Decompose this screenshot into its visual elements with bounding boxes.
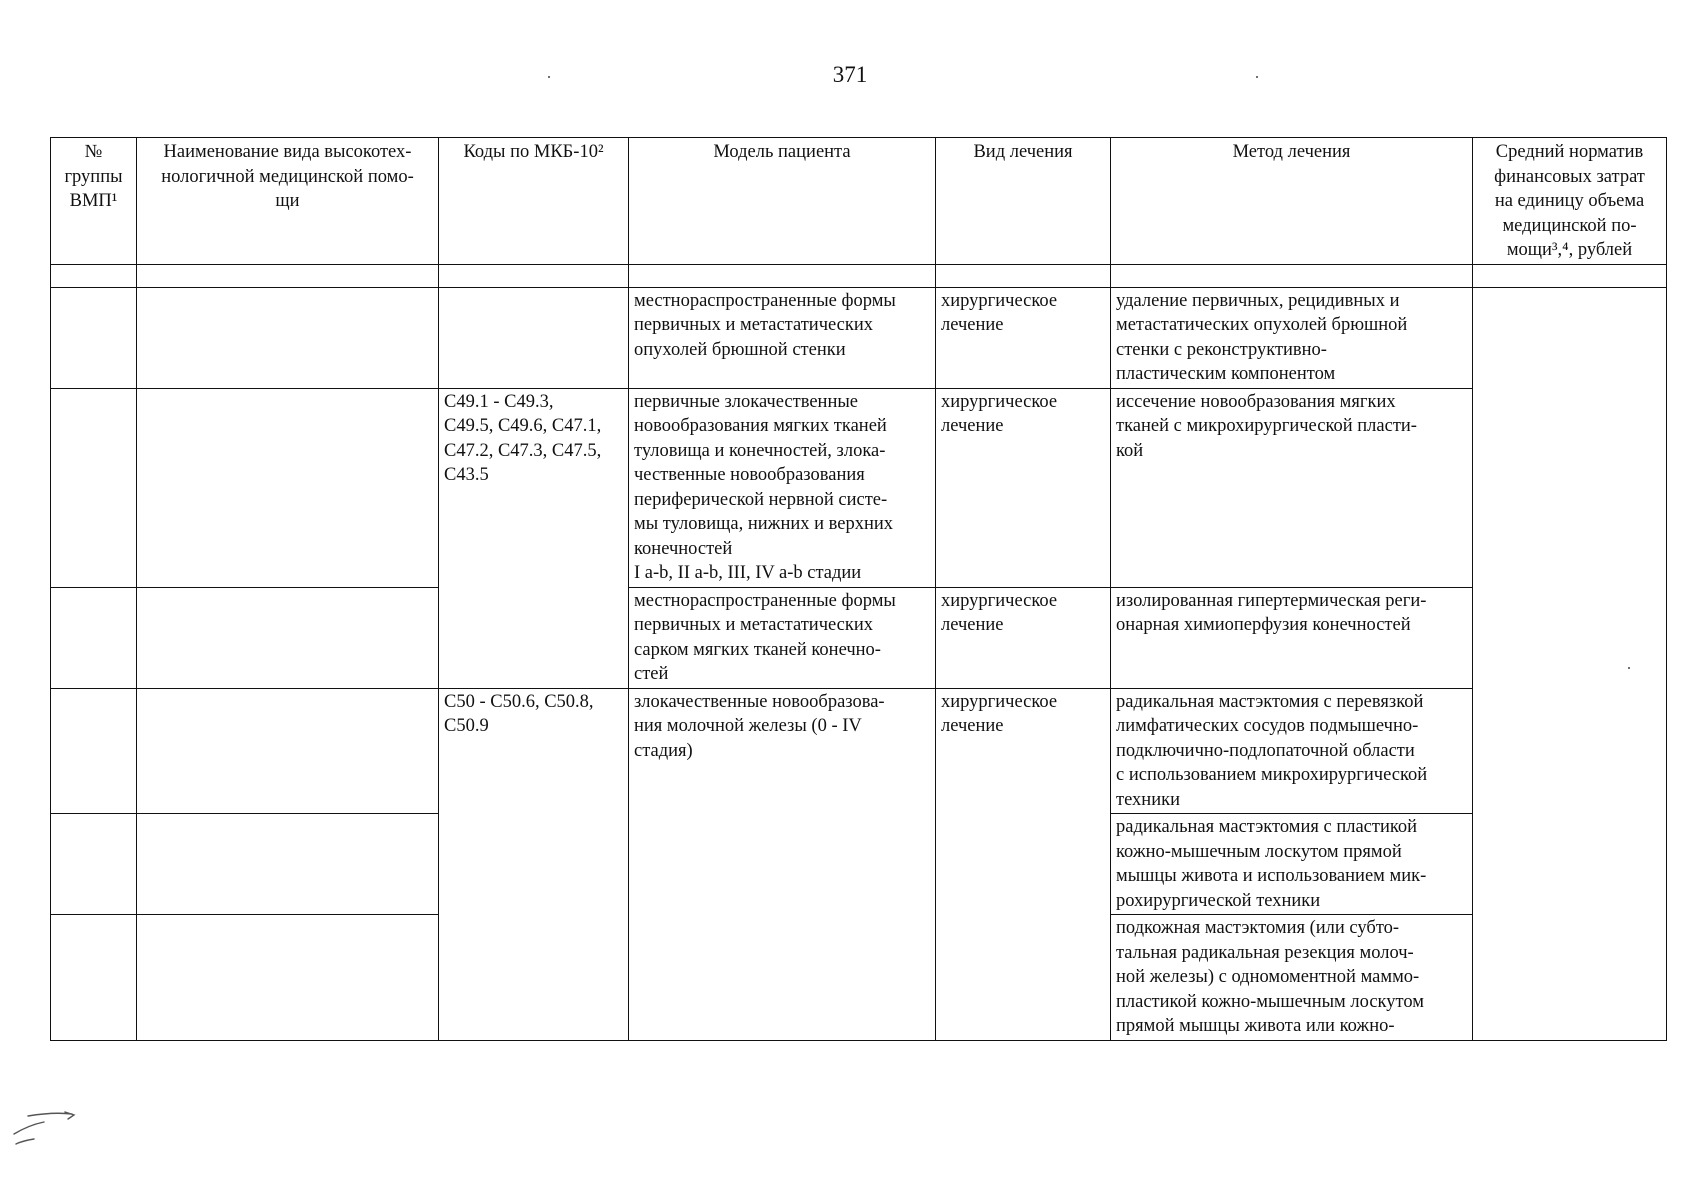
- group-no-cell: [51, 915, 137, 1041]
- treatment-method-cell: удаление первичных, рецидивных и метастатических опухолей брюшной стенки с реконструктивно- пластическим компонентом: [1111, 287, 1473, 388]
- scan-speck: [548, 76, 550, 78]
- patient-model-cell: первичные злокачественные новообразования мягких тканей туловища и конечностей, злока- чественные новообразования периферической нервной систе- мы туловища, нижних и верхних конечностей I a-b, II a-b, III, IV a-b стадии: [629, 388, 936, 587]
- vmp-name-cell: [137, 915, 439, 1041]
- vmp-name-cell: [137, 287, 439, 388]
- vmp-table: [50, 137, 1667, 1041]
- treatment-method-cell: изолированная гипертермическая реги- онарная химиоперфузия конечностей: [1111, 587, 1473, 688]
- table-row: [51, 587, 1667, 688]
- treatment-type-cell: хирургическое лечение: [936, 587, 1111, 688]
- group-no-cell: [51, 688, 137, 814]
- pen-scribble: [10, 1110, 90, 1160]
- header-group-no: № группы ВМП¹: [51, 138, 137, 265]
- avg-cost-cell: [1473, 287, 1667, 1040]
- vmp-name-cell: [137, 587, 439, 688]
- icd-codes-cell: [439, 287, 629, 388]
- header-vmp-name: Наименование вида высокотех- нологичной медицинской помо- щи: [137, 138, 439, 265]
- group-no-cell: [51, 814, 137, 915]
- treatment-type-cell: хирургическое лечение: [936, 688, 1111, 1040]
- patient-model-cell: злокачественные новообразова- ния молочной железы (0 - IV стадия): [629, 688, 936, 1040]
- treatment-method-cell: иссечение новообразования мягких тканей с микрохирургической пласти- кой: [1111, 388, 1473, 587]
- page-number: 371: [832, 62, 868, 87]
- patient-model-cell: местнораспространенные формы первичных и метастатических сарком мягких тканей конечно- стей: [629, 587, 936, 688]
- group-no-cell: [51, 287, 137, 388]
- treatment-method-cell: подкожная мастэктомия (или субто- тальная радикальная резекция молоч- ной железы) с одномоментной маммо- пластикой кожно-мышечным лоскутом прямой мышцы живота или кожно-: [1111, 915, 1473, 1041]
- icd-codes-cell: C50 - C50.6, C50.8, C50.9: [439, 688, 629, 1040]
- header-icd-codes: Коды по МКБ-10²: [439, 138, 629, 265]
- table-row: [51, 388, 1667, 587]
- header-spacer-row: [51, 264, 1667, 287]
- header-treatment-type: Вид лечения: [936, 138, 1111, 265]
- table-row: [51, 688, 1667, 814]
- scan-speck: [1256, 76, 1258, 78]
- header-treatment-method: Метод лечения: [1111, 138, 1473, 265]
- header-patient-model: Модель пациента: [629, 138, 936, 265]
- treatment-method-cell: радикальная мастэктомия с перевязкой лимфатических сосудов подмышечно- подключично-подлопаточной области с использованием микрохирургической техники: [1111, 688, 1473, 814]
- vmp-name-cell: [137, 688, 439, 814]
- group-no-cell: [51, 587, 137, 688]
- icd-codes-cell: C49.1 - C49.3, C49.5, C49.6, C47.1, C47.2, C47.3, C47.5, C43.5: [439, 388, 629, 688]
- vmp-name-cell: [137, 814, 439, 915]
- treatment-type-cell: хирургическое лечение: [936, 287, 1111, 388]
- vmp-name-cell: [137, 388, 439, 587]
- header-avg-cost: Средний норматив финансовых затрат на единицу объема медицинской по- мощи³,⁴, рублей: [1473, 138, 1667, 265]
- group-no-cell: [51, 388, 137, 587]
- treatment-type-cell: хирургическое лечение: [936, 388, 1111, 587]
- header-row: [51, 138, 1667, 265]
- table-row: [51, 287, 1667, 388]
- patient-model-cell: местнораспространенные формы первичных и метастатических опухолей брюшной стенки: [629, 287, 936, 388]
- treatment-method-cell: радикальная мастэктомия с пластикой кожно-мышечным лоскутом прямой мышцы живота и использованием мик- рохирургической техники: [1111, 814, 1473, 915]
